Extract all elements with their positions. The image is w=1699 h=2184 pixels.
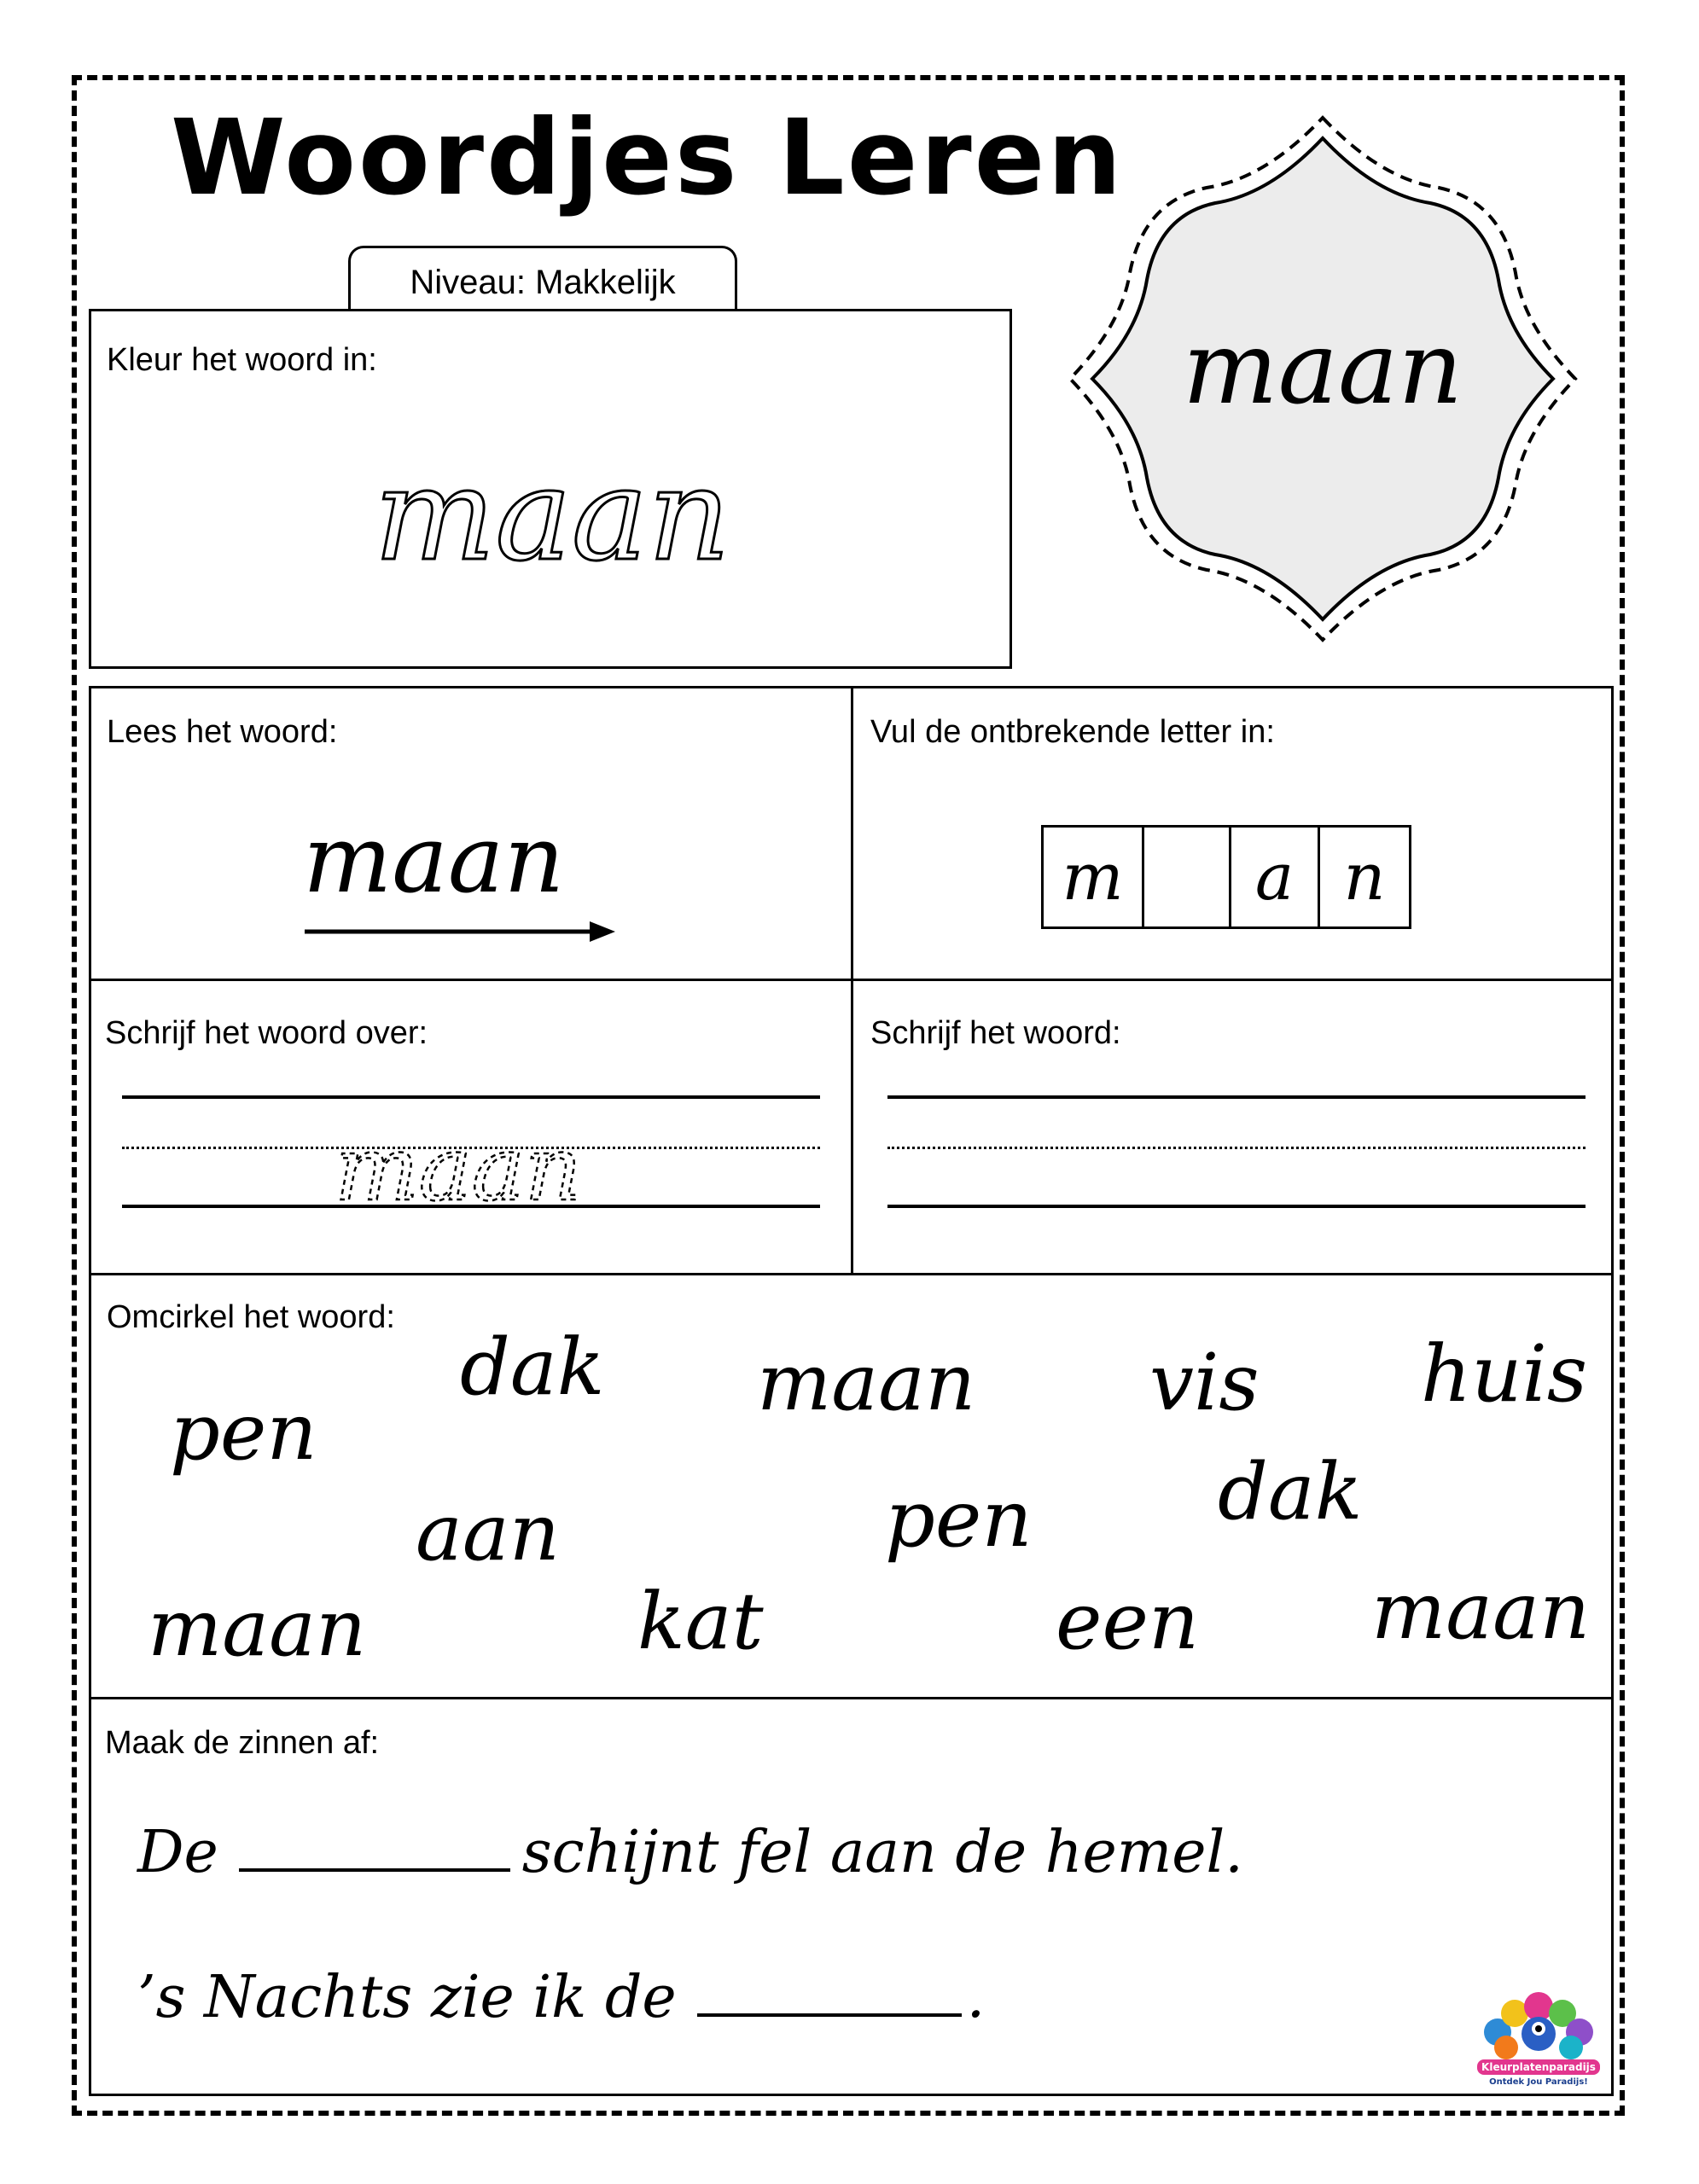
circle-box: [89, 1273, 1614, 1699]
level-tab: Niveau: Makkelijk: [348, 246, 737, 312]
write-box: [851, 979, 1614, 1275]
star-badge: [1041, 94, 1604, 674]
sentence-1-before: De: [137, 1819, 218, 1886]
color-box: [89, 309, 1012, 669]
circle-word[interactable]: pen: [885, 1473, 1033, 1565]
read-box: [89, 686, 853, 981]
outline-word-svg: [245, 439, 859, 610]
read-label: Lees het woord:: [107, 714, 338, 750]
circle-word[interactable]: dak: [1218, 1446, 1363, 1537]
sentence-1-blank[interactable]: [239, 1834, 510, 1872]
circle-word[interactable]: kat: [637, 1576, 764, 1667]
sentence-1-after: schijnt fel aan de hemel.: [521, 1819, 1243, 1886]
write-base-line[interactable]: [887, 1205, 1586, 1208]
trace-top-line: [122, 1095, 820, 1099]
sentence-2: [137, 1964, 985, 2031]
letter-cells: [1041, 825, 1411, 929]
sentence-2-after: .: [966, 1964, 986, 2031]
circle-word[interactable]: een: [1056, 1576, 1200, 1667]
color-label: Kleur het woord in:: [107, 342, 377, 378]
peacock-feathers: [1484, 1992, 1593, 2059]
circle-word[interactable]: dak: [460, 1321, 605, 1413]
star-word: maan: [1182, 309, 1463, 427]
sentences-box: [89, 1697, 1614, 2096]
trace-word[interactable]: maan: [335, 1117, 582, 1211]
worksheet-title: Woordjes Leren: [171, 97, 1125, 218]
write-label: Schrijf het woord:: [870, 1015, 1121, 1051]
letter-cell-blank[interactable]: [1144, 828, 1231, 926]
sentences-label: Maak de zinnen af:: [105, 1725, 380, 1761]
sentence-2-blank[interactable]: [697, 1979, 962, 2017]
trace-box: [89, 979, 853, 1275]
trace-base-line: [122, 1205, 820, 1208]
read-arrow-icon: [305, 919, 620, 944]
circle-word[interactable]: maan: [757, 1337, 976, 1428]
circle-label: Omcirkel het woord:: [107, 1299, 395, 1335]
letter-cell: a: [1231, 828, 1320, 926]
circle-word[interactable]: aan: [416, 1487, 560, 1578]
peacock-logo: [1472, 1981, 1605, 2087]
write-top-line: [887, 1095, 1586, 1099]
circle-word[interactable]: vis: [1149, 1337, 1260, 1428]
logo-text: Kleurplatenparadijs: [1481, 2061, 1596, 2073]
letter-cell: m: [1044, 828, 1144, 926]
sentence-1: [137, 1819, 1243, 1886]
circle-word[interactable]: maan: [148, 1583, 367, 1674]
sentence-2-before: ’s Nachts zie ik de: [137, 1964, 677, 2031]
circle-word[interactable]: maan: [1371, 1565, 1591, 1657]
write-mid-line: [887, 1147, 1586, 1149]
letter-cell: n: [1343, 839, 1386, 915]
trace-label: Schrijf het woord over:: [105, 1015, 428, 1051]
circle-word[interactable]: pen: [170, 1386, 317, 1478]
read-word: maan: [303, 804, 565, 914]
missing-letter-label: Vul de ontbrekende letter in:: [870, 714, 1275, 750]
missing-letter-box: [851, 686, 1614, 981]
logo-subtext: Ontdek Jou Paradijs!: [1489, 2077, 1588, 2087]
trace-word-svg: [279, 1109, 637, 1211]
circle-word[interactable]: huis: [1421, 1328, 1588, 1420]
outline-word[interactable]: maan: [374, 441, 730, 590]
